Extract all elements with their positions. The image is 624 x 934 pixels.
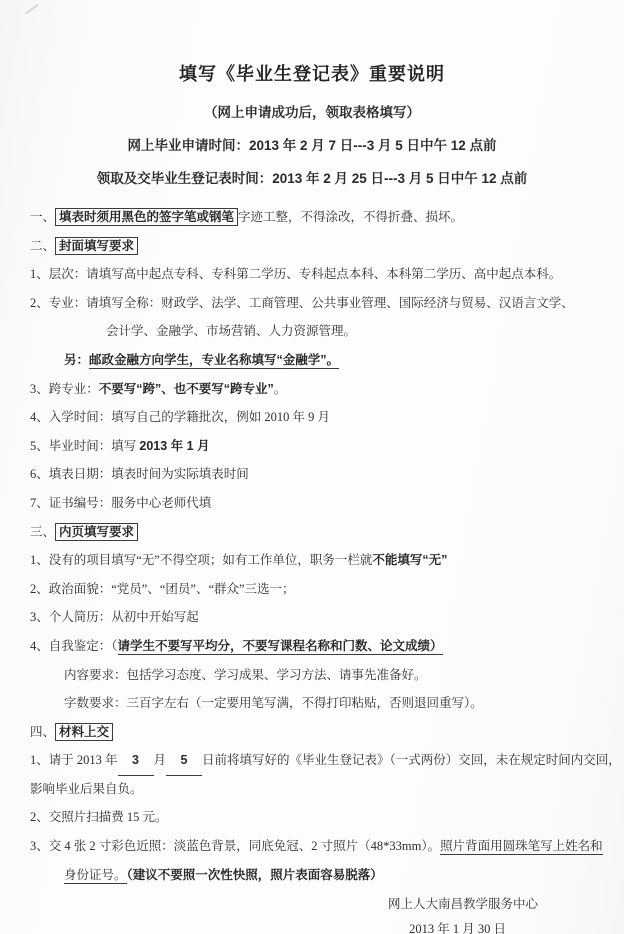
form-pickup-submit-time-line: 领取及交毕业生登记表时间：2013 年 2 月 25 日---3 月 5 日中午 12 点前 — [96, 171, 528, 186]
none-rule-bold-text: 不能填写“无” — [372, 553, 448, 568]
grad-time-bold-date: 2013 年 1 月 — [139, 438, 210, 453]
inner-item-resume: 3、个人简历：从初中开始写起 — [30, 610, 199, 625]
inner-item-word-requirement: 字数要求：三百字左右（一定要用笔写满，不得打印粘贴，否则退回重写）。 — [64, 696, 483, 711]
photo-id-underlined-text: 身份证号。 — [64, 867, 127, 882]
scan-artifact-mark — [25, 4, 39, 15]
submit-item-scan-fee: 2、交照片扫描费 15 元。 — [30, 810, 168, 825]
cross-major-label: 3、跨专业： — [30, 381, 99, 396]
section-1-number: 一、 — [30, 210, 56, 224]
inner-item-content-requirement: 内容要求：包括学习态度、学习成果、学习方法、请事先准备好。 — [64, 667, 427, 682]
self-appraisal-label: 4、自我鉴定：（ — [30, 638, 118, 653]
section-1-pen-rule-line — [30, 203, 594, 232]
submit-item-return-continuation: 影响毕业后果自负。 — [30, 781, 143, 796]
submit-item-photo-line1 — [30, 832, 603, 861]
photo-note-bold-text: （建议不要照一次性快照，照片表面容易脱落） — [126, 867, 383, 882]
return-deadline-post: 日前将填写好的《毕业生登记表》（一式两份）交回，未在规定时间内交回， — [202, 753, 621, 768]
section-2-number: 二、 — [30, 238, 56, 253]
document-subtitle: （网上申请成功后，领取表格填写） — [204, 105, 420, 120]
submit-item-photo-line2 — [30, 861, 594, 890]
none-rule-text: 1、没有的项目填写“无”不得空项；如有工作单位，职务一栏就 — [30, 553, 373, 568]
cover-item-grad-time — [30, 432, 594, 461]
cover-item-enroll-time: 4、入学时间：填写自己的学籍批次，例如 2010 年 9 月 — [30, 410, 331, 425]
major-note-underlined-text: 邮政金融方向学生，专业名称填写“金融学”。 — [89, 352, 340, 367]
section-4-heading: 材料上交 — [55, 723, 113, 741]
return-month-blank: 3 — [118, 746, 154, 776]
cover-item-major-line1: 2、专业：请填写全称：财政学、法学、工商管理、公共事业管理、国际经济与贸易、汉语言文学、 — [30, 295, 574, 310]
document-body — [30, 203, 621, 889]
return-day-blank: 5 — [166, 746, 202, 776]
section-2-heading-line — [30, 232, 594, 261]
section-4-heading-line — [30, 718, 594, 747]
footer-date: 2013 年 1 月 30 日 — [409, 922, 506, 934]
online-apply-time-line: 网上毕业申请时间：2013 年 2 月 7 日---3 月 5 日中午 12 点前 — [127, 138, 497, 153]
footer-organization: 网上人大南昌教学服务中心 — [387, 897, 538, 912]
section-1-boxed-text: 填表时须用黑色的签字笔或钢笔 — [55, 208, 238, 226]
section-3-heading: 内页填写要求 — [55, 523, 138, 541]
section-3-number: 三、 — [30, 524, 56, 539]
return-deadline-pre: 1、请于 2013 年 — [30, 753, 118, 768]
section-4-number: 四、 — [30, 724, 56, 739]
section-2-heading: 封面填写要求 — [55, 237, 138, 255]
inner-item-self-appraisal — [30, 632, 594, 661]
major-note-label: 另： — [64, 352, 90, 367]
section-3-heading-line — [30, 518, 594, 547]
photo-requirement-text: 3、交 4 张 2 寸彩色近照：淡蓝色背景，同底免冠、2 寸照片（48*33mm）。 — [30, 839, 441, 854]
section-1-rest-text: 字迹工整，不得涂改，不得折叠、损坏。 — [238, 210, 464, 224]
grad-time-label: 5、毕业时间：填写 — [30, 438, 140, 453]
cover-item-level: 1、层次：请填写高中起点专科、专科第二学历、专科起点本科、本科第二学历、高中起点本科。 — [30, 267, 562, 282]
return-deadline-mid: 月 — [153, 753, 167, 768]
document-title: 填写《毕业生登记表》重要说明 — [179, 64, 445, 84]
cover-item-cross-major — [30, 375, 594, 404]
cover-item-cert-number: 7、证书编号：服务中心老师代填 — [30, 495, 212, 510]
submit-item-return-deadline — [30, 746, 621, 775]
cover-item-major-line2: 会计学、金融学、市场营销、人力资源管理。 — [106, 324, 357, 339]
inner-item-politics: 2、政治面貌：“党员”、“团员”、“群众”三选一； — [30, 581, 295, 596]
inner-item-none-rule — [30, 546, 594, 575]
self-appraisal-underlined-text: 请学生不要写平均分，不要写课程名称和门数、论文成绩） — [117, 638, 443, 653]
cross-major-period: 。 — [273, 381, 287, 396]
photo-back-underlined-text: 照片背面用圆珠笔写上姓名和 — [440, 839, 603, 854]
cover-item-fill-date: 6、填表日期：填表时间为实际填表时间 — [30, 467, 249, 482]
cross-major-bold-text: 不要写“跨”、也不要写“跨专业” — [98, 381, 274, 396]
cover-item-major-note — [30, 346, 594, 375]
